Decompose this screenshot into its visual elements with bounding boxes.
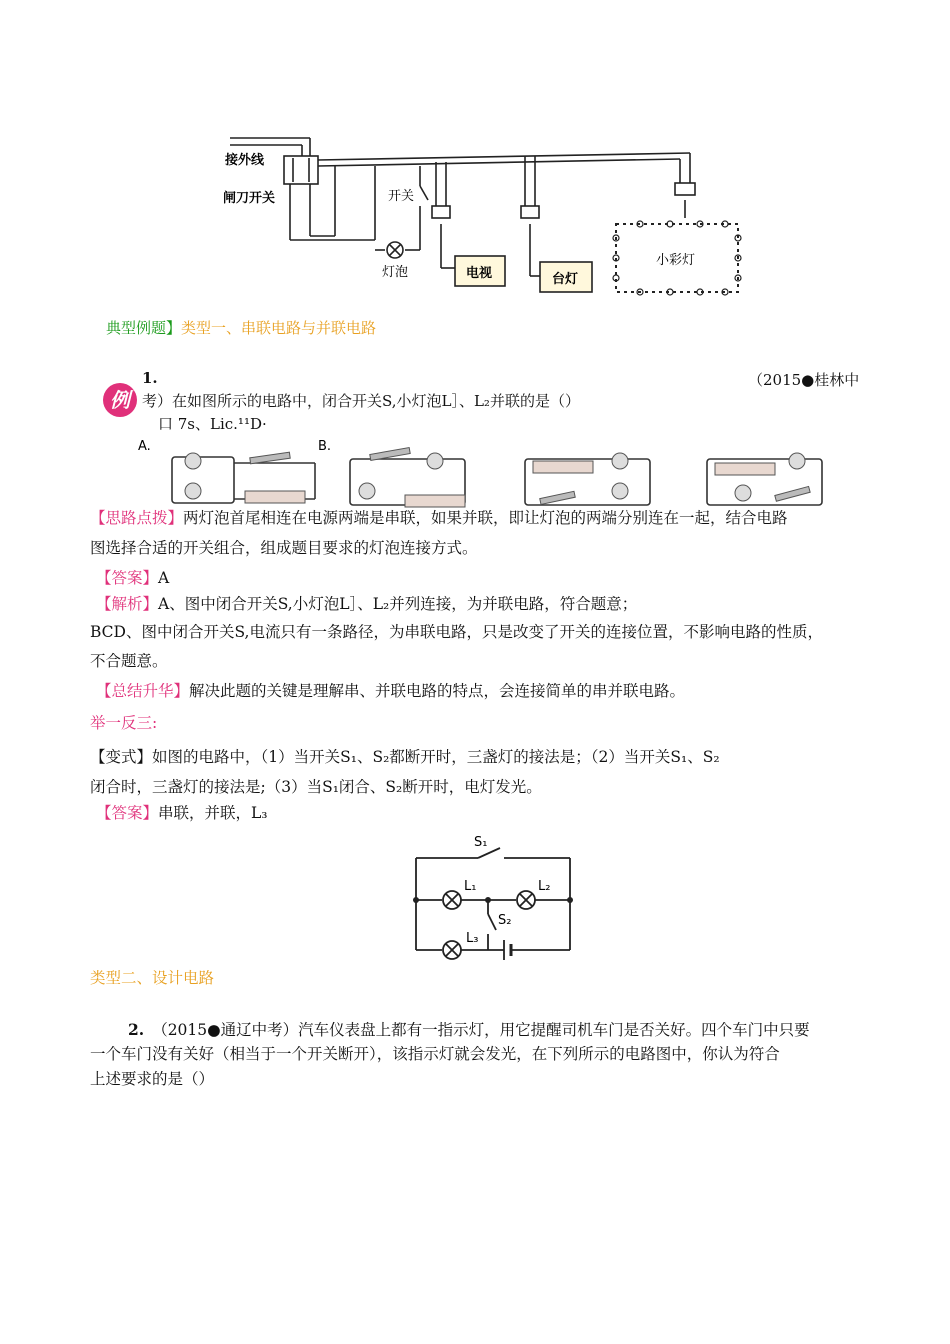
q1-garbled-text: 口 7s、Lic.¹¹D· [158, 415, 267, 433]
bulb-icon [789, 453, 805, 469]
q1-stem: 考）在如图所示的电路中，闭合开关S,小灯泡L］、L₂并联的是（） [142, 392, 580, 410]
q1-answer-label: 【答案】 [96, 569, 159, 587]
q1-answer: A [158, 569, 170, 587]
q1-source: （2015●桂林中 [748, 371, 860, 389]
section1-bracket: 典型例题】 [106, 319, 182, 337]
practice-heading: 举一反三: [90, 714, 158, 732]
q2-number: 2. [128, 1020, 145, 1039]
section2-title: 类型二、设计电路 [90, 969, 215, 987]
q2-line1 [128, 1018, 810, 1040]
bulb-icon [612, 453, 628, 469]
q1-analysis-text1: A、图中闭合开关S,小灯泡L］、L₂并列连接，为并联电路，符合题意； [158, 595, 638, 613]
fig-s1-label: S₁ [474, 835, 488, 850]
label-string-lights: 小彩灯 [656, 253, 696, 268]
practice-variant-label: 【变式】 [90, 748, 153, 766]
label-desk-lamp: 台灯 [552, 272, 579, 287]
fig-s2-label: S₂ [498, 913, 512, 928]
bulb-icon [359, 483, 375, 499]
q1-option-a-label: A. [138, 439, 151, 454]
label-bulb: 灯泡 [382, 265, 409, 280]
label-knife-switch: 闸刀开关 [223, 191, 276, 206]
house-circuit-figure [220, 128, 745, 298]
q1-analysis-line3: 不合题意。 [90, 652, 168, 670]
q1-badge-text: 例 [110, 388, 130, 412]
fig-l1-label: L₁ [464, 879, 477, 894]
bulb-icon [427, 453, 443, 469]
q2-line2: 一个车门没有关好（相当于一个开关断开），该指示灯就会发光，在下列所示的电路图中，你认为符合 [90, 1045, 780, 1063]
fig-l2-label: L₂ [538, 879, 551, 894]
q1-summary-text: 解决此题的关键是理解串、并联电路的特点，会连接简单的串并联电路。 [189, 682, 686, 700]
q2-line3: 上述要求的是（） [90, 1070, 215, 1088]
q1-analysis-label: 【解析】 [96, 595, 159, 613]
q1-summary-line [96, 681, 685, 701]
q1-answer-line [96, 568, 169, 588]
bulb-icon [612, 483, 628, 499]
q1-analysis-line1 [96, 594, 637, 614]
q1-thinking-label: 【思路点拨】 [90, 509, 184, 527]
practice-variant-line2: 闭合时，三盏灯的接法是;（3）当S₁闭合、S₂断开时，电灯发光。 [90, 778, 542, 796]
section1-heading [106, 317, 376, 338]
practice-answer-line [96, 803, 268, 823]
q2-text1: （2015●通辽中考）汽车仪表盘上都有一指示灯，用它提醒司机车门是否关好。四个车门中只要 [152, 1021, 810, 1039]
bulb-icon [185, 453, 201, 469]
fig-l3-label: L₃ [466, 931, 479, 946]
q1-thinking-line1 [90, 508, 788, 528]
practice-answer: 串联，并联，L₃ [158, 804, 268, 822]
label-switch: 开关 [388, 189, 415, 204]
label-tv: 电视 [466, 266, 493, 281]
practice-circuit-figure [408, 832, 578, 962]
q1-thinking-line2: 图选择合适的开关组合，组成题目要求的灯泡连接方式。 [90, 539, 478, 557]
q1-summary-label: 【总结升华】 [96, 682, 190, 700]
q1-number: 1. [142, 369, 158, 387]
label-outer-wire: 接外线 [225, 153, 265, 168]
practice-variant-text1: 如图的电路中，（1）当开关S₁、S₂都断开时，三盏灯的接法是；（2）当开关S₁、S₂ [152, 748, 720, 766]
q1-option-b-label: B. [318, 439, 332, 454]
practice-variant-line1 [90, 747, 720, 767]
practice-answer-label: 【答案】 [96, 804, 159, 822]
q1-analysis-line2: BCD、图中闭合开关S,电流只有一条路径，为串联电路，只是改变了开关的连接位置，不影响电路的性质， [90, 623, 823, 641]
q1-thinking-text1: 两灯泡首尾相连在电源两端是串联，如果并联，即让灯泡的两端分别连在一起，结合电路 [183, 509, 788, 527]
q1-options-figure [135, 433, 835, 511]
bulb-icon [185, 483, 201, 499]
section1-title: 类型一、串联电路与并联电路 [181, 319, 377, 337]
q1-badge [103, 383, 137, 417]
bulb-icon [735, 485, 751, 501]
